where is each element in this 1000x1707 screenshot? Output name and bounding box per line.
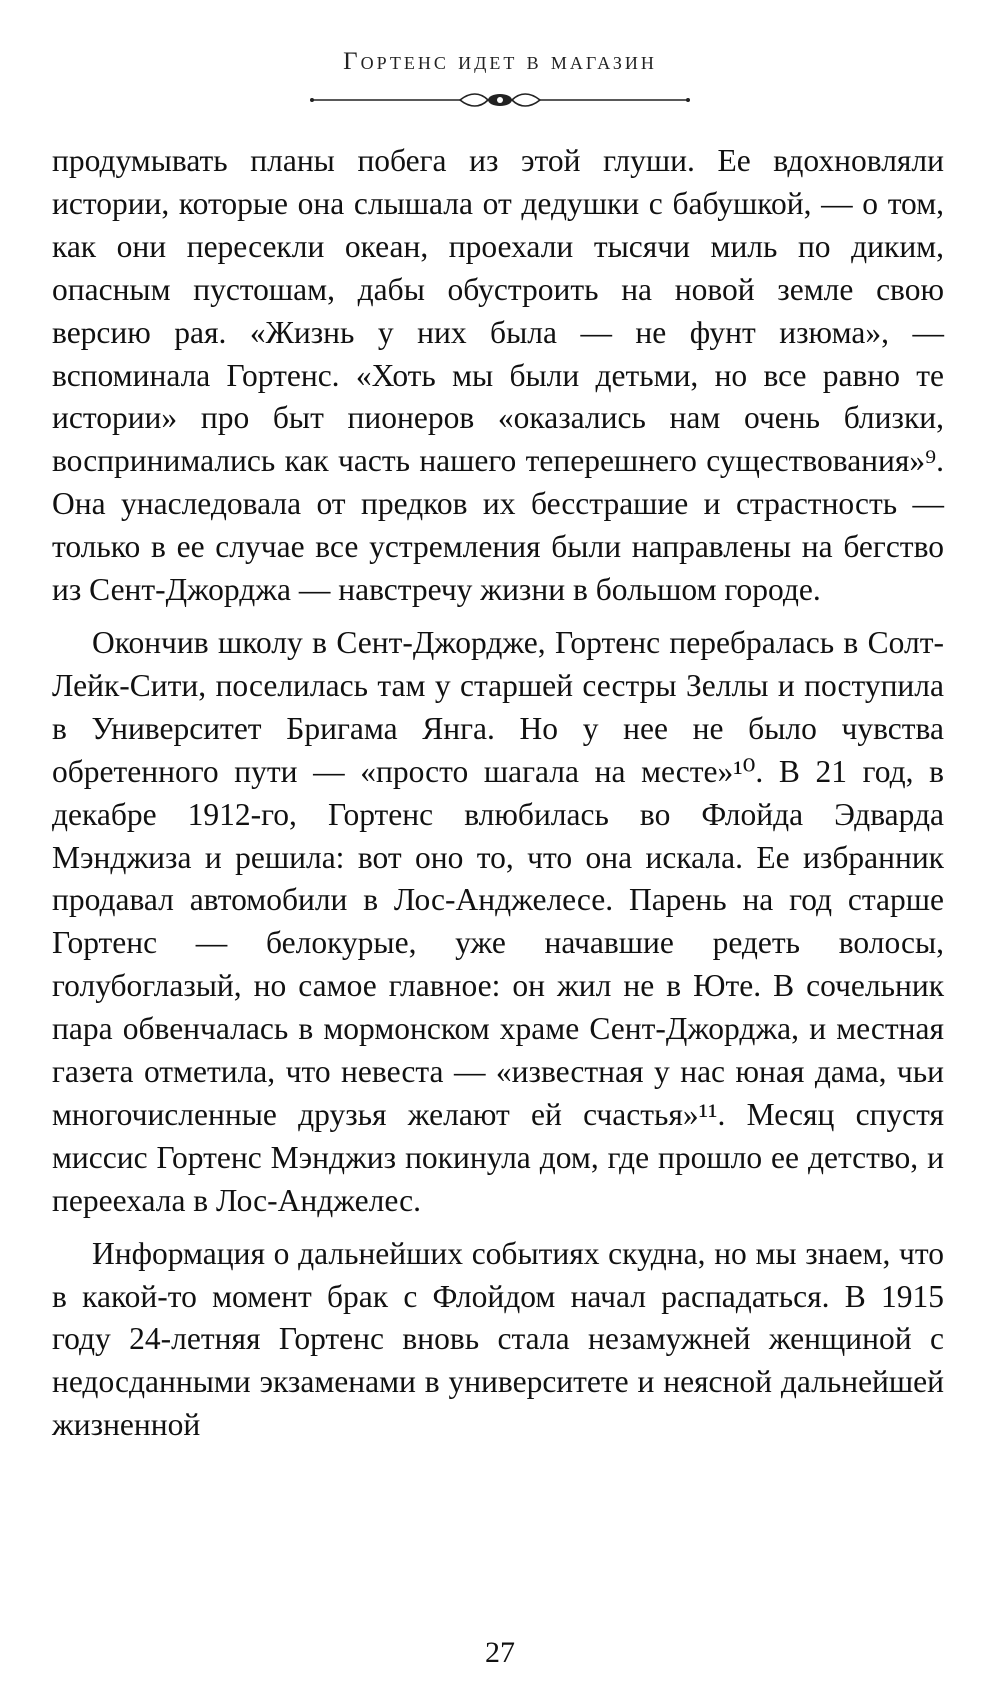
paragraph-1: продумывать планы побега из этой глуши. Ее вдохновляли истории, которые она слышала от дедушки с бабушкой, — о том, как они пересекли океан, проехали тысячи миль по диким, опасным пустошам, дабы обустроить на новой земле свою версию рая. «Жизнь у них была — не фунт изюма», — вспоминала Гортенс. «Хоть мы были детьми, но все равно те истории» про быт пионеров «оказались нам очень близки, воспринимались как часть нашего теперешнего существования»⁹. Она унаследовала от предков их бесстрашие и страстность — только в ее случае все устремления были направлены на бегство из Сент-Джорджа — навстречу жизни в большом городе. bbox=[52, 143, 944, 608]
running-title-text: Гортенс идет в магазин bbox=[343, 48, 657, 75]
paragraph-3: Информация о дальнейших событиях скудна, но мы знаем, что в какой-то момент брак с Флойдом начал распадаться. В 1915 году 24-летняя Гортенс вновь стала незамужней женщиной с недосданными экзаменами в университете и неясной дальнейшей жизненной bbox=[52, 1235, 944, 1443]
main-text bbox=[52, 140, 944, 1447]
running-title bbox=[0, 48, 1000, 76]
ornament-divider-icon bbox=[310, 88, 690, 112]
paragraph-2: Окончив школу в Сент-Джордже, Гортенс перебралась в Солт-Лейк-Сити, поселилась там у старшей сестры Зеллы и поступила в Университет Бригама Янга. Но у нее не было чувства обретенного пути — «просто шагала на месте»¹⁰. В 21 год, в декабре 1912-го, Гортенс влюбилась во Флойда Эдварда Мэнджиза и решила: вот оно то, что она искала. Ее избранник продавал автомобили в Лос-Анджелесе. Парень на год старше Гортенс — белокурые, уже начавшие редеть волосы, голубоглазый, но самое главное: он жил не в Юте. В сочельник пара обвенчалась в мормонском храме Сент-Джорджа, и местная газета отметила, что невеста — «известная у нас юная дама, чьи многочисленные друзья желают ей счастья»¹¹. Месяц спустя миссис Гортенс Мэнджиз покинула дом, где прошло ее детство, и переехала в Лос-Анджелес. bbox=[52, 624, 944, 1218]
page-number: 27 bbox=[485, 1636, 515, 1669]
